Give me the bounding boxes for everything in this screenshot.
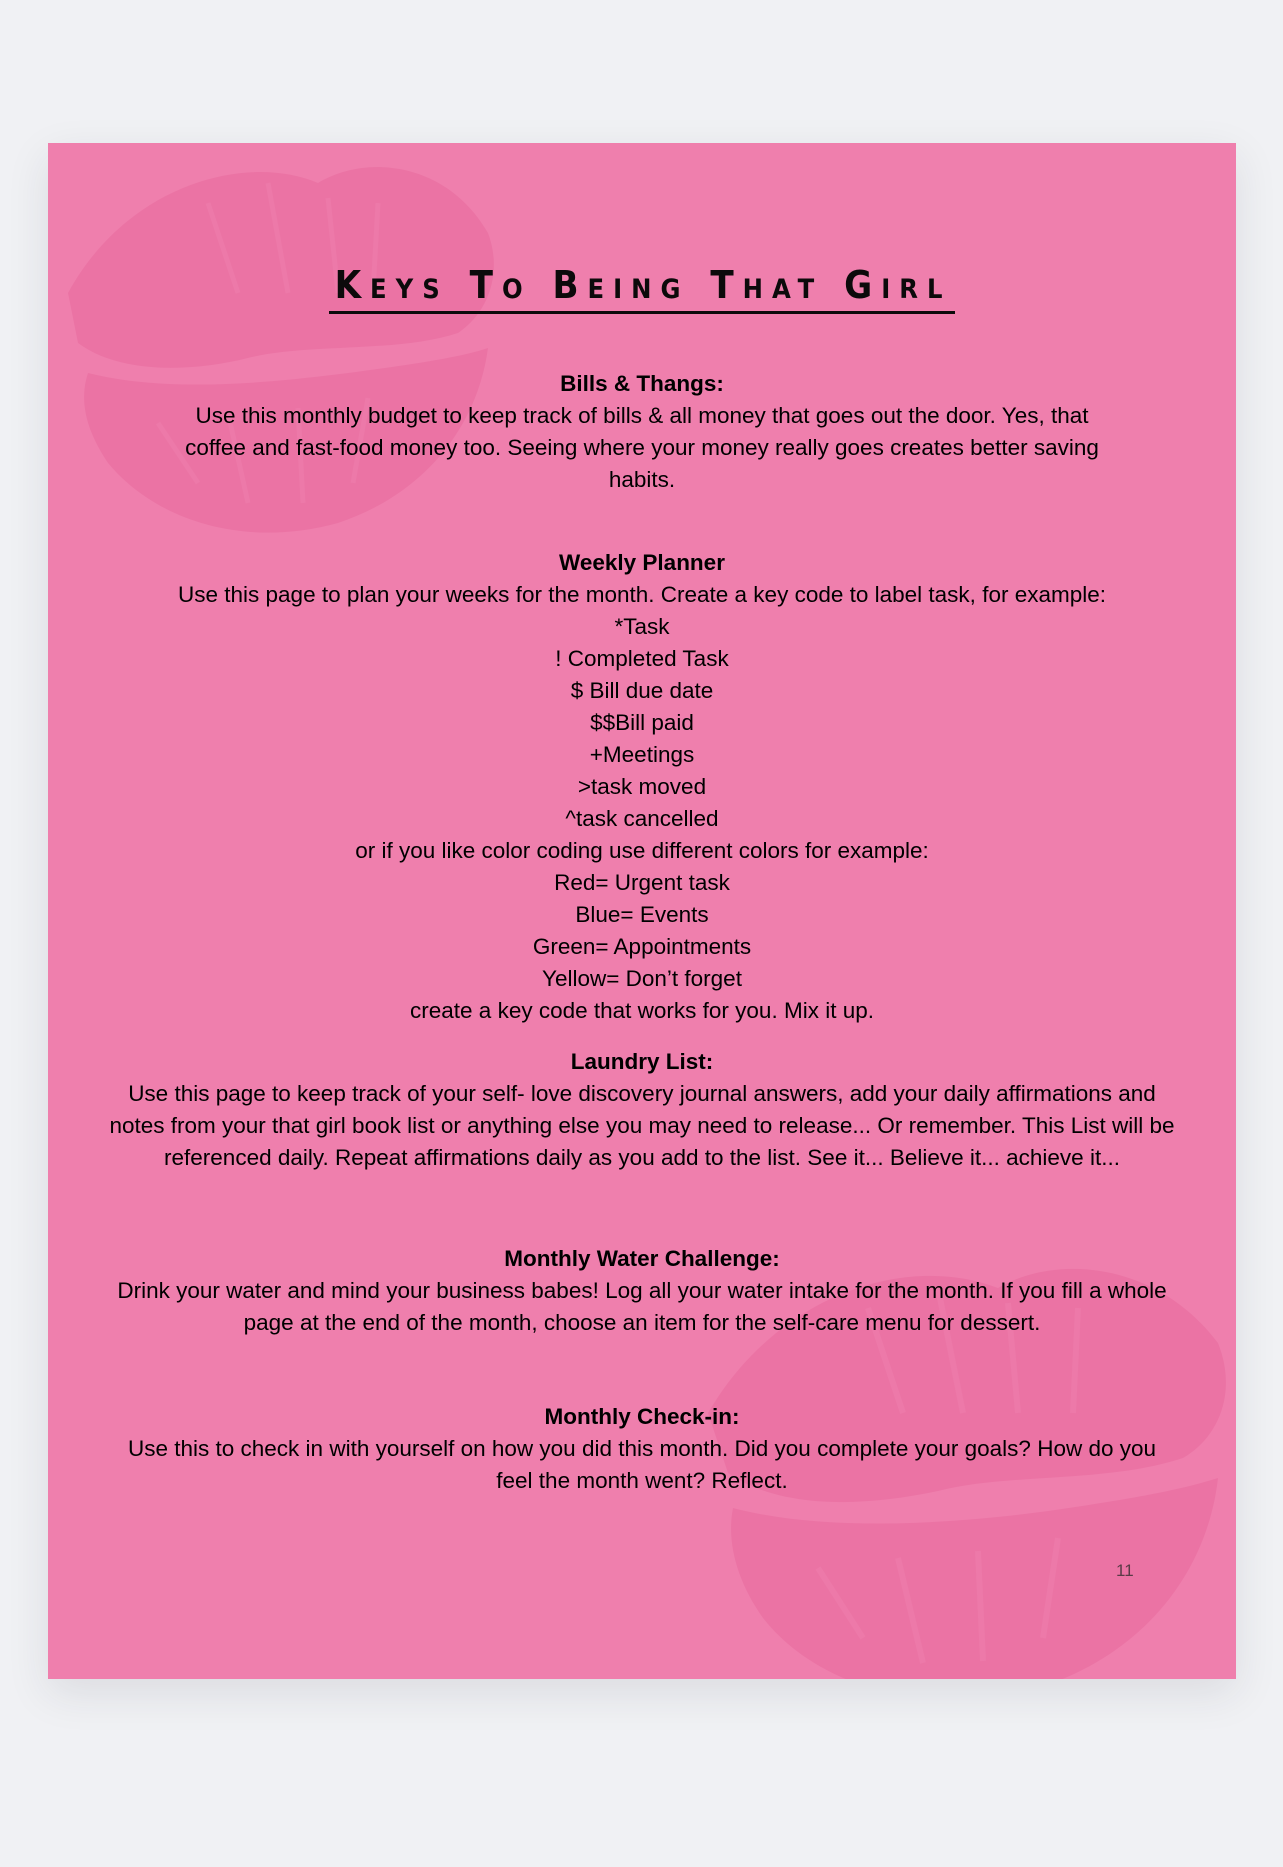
section-heading: Monthly Check-in: xyxy=(544,1404,740,1429)
document-page xyxy=(48,143,1236,1679)
page-title-text: Keys To Being That Girl xyxy=(329,261,956,314)
section-water-challenge xyxy=(48,1243,1236,1339)
section-text-line: $$Bill paid xyxy=(590,710,694,735)
section-text-line: or if you like color coding use different colors for example: xyxy=(355,838,929,863)
section-text-line: create a key code that works for you. Mix it up. xyxy=(410,998,874,1023)
section-text-line: *Task xyxy=(614,614,670,639)
section-check-in xyxy=(48,1401,1236,1497)
section-text-line: ! Completed Task xyxy=(555,646,729,671)
section-text-line: Use this page to plan your weeks for the month. Create a key code to label task, for example: xyxy=(178,582,1106,607)
section-text-line: Drink your water and mind your business babes! Log all your water intake for the month. If you fill a whole xyxy=(117,1278,1167,1303)
section-heading: Weekly Planner xyxy=(559,550,725,575)
page-number: 11 xyxy=(1116,1561,1134,1580)
section-text-line: $ Bill due date xyxy=(570,678,714,703)
section-text-line: page at the end of the month, choose an item for the self-care menu for dessert. xyxy=(243,1310,1041,1335)
section-text-line: feel the month went? Reflect. xyxy=(496,1468,788,1493)
section-text-line: Green= Appointments xyxy=(532,934,752,959)
section-text-line: Use this monthly budget to keep track of bills & all money that goes out the door. Yes, that xyxy=(195,403,1089,428)
section-laundry-list xyxy=(48,1046,1236,1174)
section-text-line: referenced daily. Repeat affirmations daily as you add to the list. See it... Believe it... achieve it... xyxy=(164,1145,1120,1170)
section-text-line: habits. xyxy=(608,467,676,492)
section-bills xyxy=(48,368,1236,496)
page-title xyxy=(48,261,1236,314)
section-text-line: notes from your that girl book list or anything else you may need to release... Or remember. This List will be xyxy=(109,1113,1175,1138)
section-heading: Laundry List: xyxy=(570,1049,714,1074)
section-text-line: Use this page to keep track of your self- love discovery journal answers, add your daily affirmations and xyxy=(128,1081,1156,1106)
section-text-line: >task moved xyxy=(577,774,707,799)
section-text-line: coffee and fast-food money too. Seeing where your money really goes creates better saving xyxy=(185,435,1099,460)
section-heading: Monthly Water Challenge: xyxy=(504,1246,780,1271)
section-text-line: +Meetings xyxy=(589,742,695,767)
section-text-line: Red= Urgent task xyxy=(554,870,730,895)
section-weekly-planner xyxy=(48,547,1236,1027)
section-text-line: Yellow= Don’t forget xyxy=(542,966,742,991)
section-text-line: Use this to check in with yourself on how you did this month. Did you complete your goals? How do you xyxy=(127,1436,1157,1461)
section-text-line: ^task cancelled xyxy=(565,806,719,831)
section-text-line: Blue= Events xyxy=(575,902,709,927)
section-heading: Bills & Thangs: xyxy=(560,371,724,396)
